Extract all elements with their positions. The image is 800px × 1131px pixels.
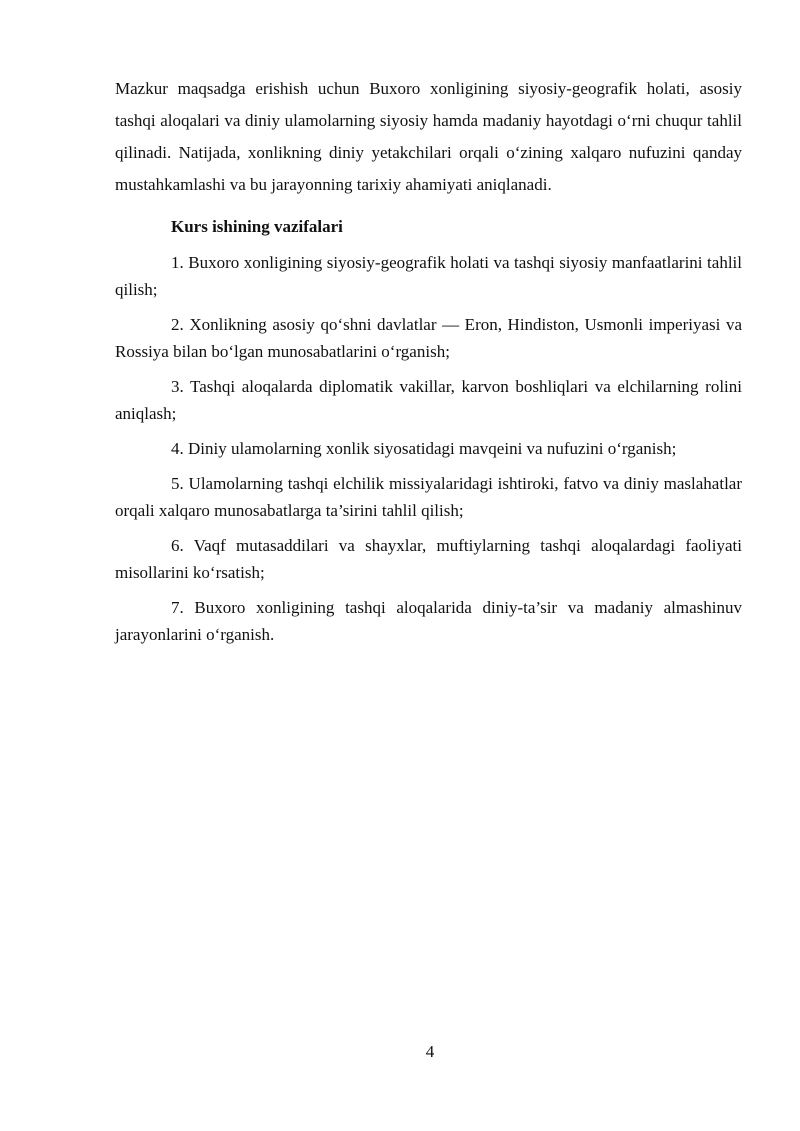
tasks-heading: Kurs ishining vazifalari — [171, 217, 343, 236]
task-item-1: 1. Buxoro xonligining siyosiy-geografik holati va tashqi siyosiy manfaatlarini tahlil qilish; — [115, 253, 742, 299]
task-item-5: 5. Ulamolarning tashqi elchilik missiyalaridagi ishtiroki, fatvo va diniy maslahatlar orqali xalqaro munosabatlarga ta’sirini tahlil qilish; — [115, 474, 742, 520]
page-number: 4 — [425, 1042, 435, 1061]
task-item-3: 3. Tashqi aloqalarda diplomatik vakillar, karvon boshliqlari va elchilarning rolini aniqlash; — [115, 377, 742, 423]
page-content — [115, 73, 742, 656]
task-item-6: 6. Vaqf mutasaddilari va shayxlar, muftiylarning tashqi aloqalardagi faoliyati misollarini ko‘rsatish; — [115, 536, 742, 582]
task-item-2: 2. Xonlikning asosiy qo‘shni davlatlar — Eron, Hindiston, Usmonli imperiyasi va Rossiya bilan bo‘lgan munosabatlarini o‘rganish; — [115, 315, 742, 361]
task-item-7: 7. Buxoro xonligining tashqi aloqalarida diniy-ta’sir va madaniy almashinuv jarayonlarini o‘rganish. — [115, 598, 742, 644]
task-item-4: 4. Diniy ulamolarning xonlik siyosatidagi mavqeini va nufuzini o‘rganish; — [171, 439, 677, 458]
intro-paragraph: Mazkur maqsadga erishish uchun Buxoro xonligining siyosiy-geografik holati, asosiy tashqi aloqalari va diniy ulamolarning siyosiy hamda madaniy hayotdagi o‘rni chuqur tahlil qilinadi. Natijada, xonlikning diniy yetakchilari orqali o‘zining xalqaro nufuzini qanday mustahkamlashi va bu jarayonning tarixiy ahamiyati aniqlanadi. — [115, 79, 742, 194]
